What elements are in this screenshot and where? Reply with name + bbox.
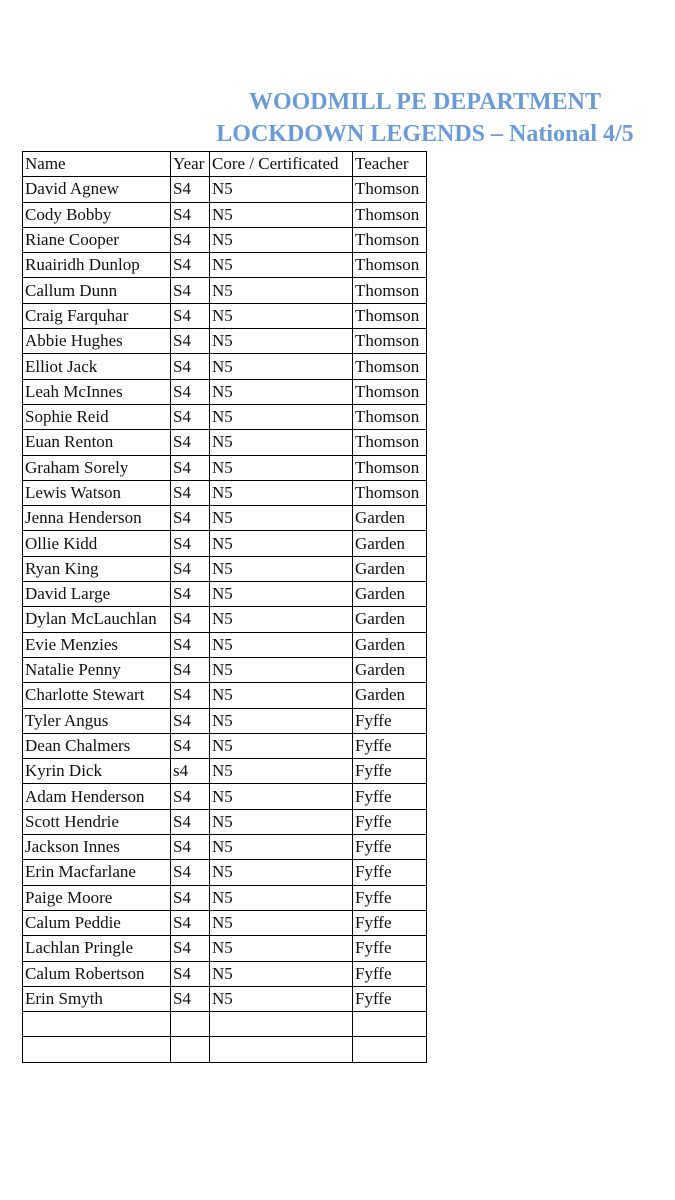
cell-core-certificated: N5 [210,404,353,429]
cell-name: Scott Hendrie [23,809,171,834]
cell-name [23,1012,171,1037]
cell-core-certificated [210,1012,353,1037]
table-row [23,303,427,328]
cell-year [171,1037,210,1062]
table-row [23,683,427,708]
table-row [23,253,427,278]
cell-year: S4 [171,253,210,278]
cell-name: Jackson Innes [23,835,171,860]
cell-name: David Agnew [23,177,171,202]
cell-core-certificated: N5 [210,632,353,657]
cell-teacher: Garden [353,683,427,708]
cell-year: S4 [171,607,210,632]
cell-name: Calum Peddie [23,910,171,935]
cell-core-certificated: N5 [210,379,353,404]
cell-core-certificated: N5 [210,455,353,480]
cell-teacher: Thomson [353,227,427,252]
cell-name: Ruairidh Dunlop [23,253,171,278]
cell-teacher: Garden [353,632,427,657]
cell-name [23,1037,171,1062]
cell-year: S4 [171,885,210,910]
table-row [23,556,427,581]
cell-name: Charlotte Stewart [23,683,171,708]
cell-name: Adam Henderson [23,784,171,809]
cell-year: S4 [171,784,210,809]
cell-teacher: Fyffe [353,809,427,834]
table-row [23,177,427,202]
cell-core-certificated [210,1037,353,1062]
cell-name: Lewis Watson [23,480,171,505]
table-row [23,506,427,531]
cell-name: Kyrin Dick [23,759,171,784]
cell-core-certificated: N5 [210,759,353,784]
table-row [23,354,427,379]
cell-core-certificated: N5 [210,885,353,910]
cell-core-certificated: N5 [210,531,353,556]
cell-teacher: Thomson [353,278,427,303]
table-header-row [23,152,427,177]
cell-core-certificated: N5 [210,683,353,708]
cell-core-certificated: N5 [210,202,353,227]
cell-teacher: Fyffe [353,759,427,784]
cell-teacher: Garden [353,506,427,531]
cell-teacher [353,1037,427,1062]
cell-teacher: Thomson [353,455,427,480]
cell-teacher: Garden [353,531,427,556]
cell-name: Dean Chalmers [23,733,171,758]
cell-year: S4 [171,404,210,429]
table-row [23,278,427,303]
cell-teacher: Garden [353,556,427,581]
table-row [23,961,427,986]
cell-core-certificated: N5 [210,177,353,202]
cell-teacher: Fyffe [353,986,427,1011]
cell-year: S4 [171,430,210,455]
cell-teacher: Thomson [353,329,427,354]
cell-year: S4 [171,177,210,202]
table-row [23,860,427,885]
table-row [23,1037,427,1062]
header-name: Name [23,152,171,177]
cell-name: Euan Renton [23,430,171,455]
table-row [23,708,427,733]
cell-name: Evie Menzies [23,632,171,657]
cell-core-certificated: N5 [210,430,353,455]
cell-year: S4 [171,354,210,379]
table-row [23,986,427,1011]
cell-name: Callum Dunn [23,278,171,303]
cell-teacher: Fyffe [353,961,427,986]
cell-year: S4 [171,556,210,581]
cell-core-certificated: N5 [210,354,353,379]
cell-teacher: Thomson [353,379,427,404]
cell-name: Ollie Kidd [23,531,171,556]
cell-name: Tyler Angus [23,708,171,733]
table-row [23,835,427,860]
cell-name: Erin Smyth [23,986,171,1011]
cell-core-certificated: N5 [210,936,353,961]
cell-teacher: Thomson [353,404,427,429]
cell-teacher: Fyffe [353,936,427,961]
cell-year: S4 [171,910,210,935]
table-row [23,809,427,834]
header-core-certificated: Core / Certificated [210,152,353,177]
document-title: WOODMILL PE DEPARTMENT [248,89,602,115]
cell-teacher: Thomson [353,202,427,227]
cell-teacher: Garden [353,657,427,682]
cell-core-certificated: N5 [210,253,353,278]
cell-name: Dylan McLauchlan [23,607,171,632]
cell-year: S4 [171,303,210,328]
cell-teacher: Garden [353,607,427,632]
cell-year: S4 [171,278,210,303]
cell-core-certificated: N5 [210,303,353,328]
table-row [23,1012,427,1037]
table-row [23,202,427,227]
table-row [23,480,427,505]
table-row [23,404,427,429]
table-row [23,379,427,404]
cell-teacher: Fyffe [353,784,427,809]
cell-teacher: Fyffe [353,708,427,733]
table-row [23,227,427,252]
cell-year: S4 [171,632,210,657]
cell-year: S4 [171,809,210,834]
cell-year: S4 [171,455,210,480]
cell-name: Leah McInnes [23,379,171,404]
cell-name: Abbie Hughes [23,329,171,354]
cell-year [171,1012,210,1037]
cell-year: S4 [171,961,210,986]
cell-core-certificated: N5 [210,809,353,834]
cell-teacher: Thomson [353,430,427,455]
cell-core-certificated: N5 [210,657,353,682]
cell-core-certificated: N5 [210,910,353,935]
cell-core-certificated: N5 [210,278,353,303]
cell-core-certificated: N5 [210,582,353,607]
roster-table-body [23,152,427,1063]
table-row [23,430,427,455]
cell-name: Jenna Henderson [23,506,171,531]
cell-teacher: Fyffe [353,860,427,885]
cell-core-certificated: N5 [210,961,353,986]
cell-year: S4 [171,683,210,708]
document-subtitle: LOCKDOWN LEGENDS – National 4/5 [216,121,634,147]
cell-year: S4 [171,227,210,252]
cell-year: S4 [171,733,210,758]
cell-year: S4 [171,329,210,354]
cell-name: Paige Moore [23,885,171,910]
cell-name: Ryan King [23,556,171,581]
cell-name: Lachlan Pringle [23,936,171,961]
cell-teacher: Fyffe [353,910,427,935]
cell-teacher: Thomson [353,354,427,379]
roster-table [22,151,427,1063]
cell-name: Cody Bobby [23,202,171,227]
table-row [23,784,427,809]
cell-teacher: Thomson [353,480,427,505]
table-row [23,910,427,935]
table-row [23,582,427,607]
table-row [23,885,427,910]
cell-year: S4 [171,860,210,885]
cell-teacher: Thomson [353,177,427,202]
cell-core-certificated: N5 [210,986,353,1011]
cell-core-certificated: N5 [210,733,353,758]
table-row [23,733,427,758]
table-row [23,936,427,961]
cell-core-certificated: N5 [210,708,353,733]
cell-core-certificated: N5 [210,784,353,809]
cell-year: S4 [171,202,210,227]
cell-teacher: Thomson [353,253,427,278]
cell-teacher: Fyffe [353,835,427,860]
table-row [23,455,427,480]
cell-name: Erin Macfarlane [23,860,171,885]
cell-year: S4 [171,379,210,404]
cell-year: S4 [171,936,210,961]
header-teacher: Teacher [353,152,427,177]
cell-year: S4 [171,506,210,531]
cell-teacher: Fyffe [353,885,427,910]
cell-name: David Large [23,582,171,607]
cell-year: S4 [171,582,210,607]
cell-teacher [353,1012,427,1037]
table-row [23,657,427,682]
cell-year: S4 [171,835,210,860]
cell-name: Elliot Jack [23,354,171,379]
cell-name: Calum Robertson [23,961,171,986]
cell-core-certificated: N5 [210,860,353,885]
cell-core-certificated: N5 [210,607,353,632]
cell-teacher: Thomson [353,303,427,328]
cell-core-certificated: N5 [210,506,353,531]
cell-year: s4 [171,759,210,784]
cell-core-certificated: N5 [210,480,353,505]
table-row [23,632,427,657]
cell-year: S4 [171,657,210,682]
header-year: Year [171,152,210,177]
table-row [23,531,427,556]
cell-name: Natalie Penny [23,657,171,682]
cell-year: S4 [171,531,210,556]
cell-teacher: Fyffe [353,733,427,758]
table-row [23,329,427,354]
cell-name: Riane Cooper [23,227,171,252]
cell-name: Sophie Reid [23,404,171,429]
cell-teacher: Garden [353,582,427,607]
cell-core-certificated: N5 [210,835,353,860]
table-row [23,759,427,784]
table-row [23,607,427,632]
cell-year: S4 [171,708,210,733]
cell-name: Craig Farquhar [23,303,171,328]
cell-core-certificated: N5 [210,227,353,252]
cell-year: S4 [171,986,210,1011]
cell-core-certificated: N5 [210,556,353,581]
cell-core-certificated: N5 [210,329,353,354]
cell-name: Graham Sorely [23,455,171,480]
cell-year: S4 [171,480,210,505]
